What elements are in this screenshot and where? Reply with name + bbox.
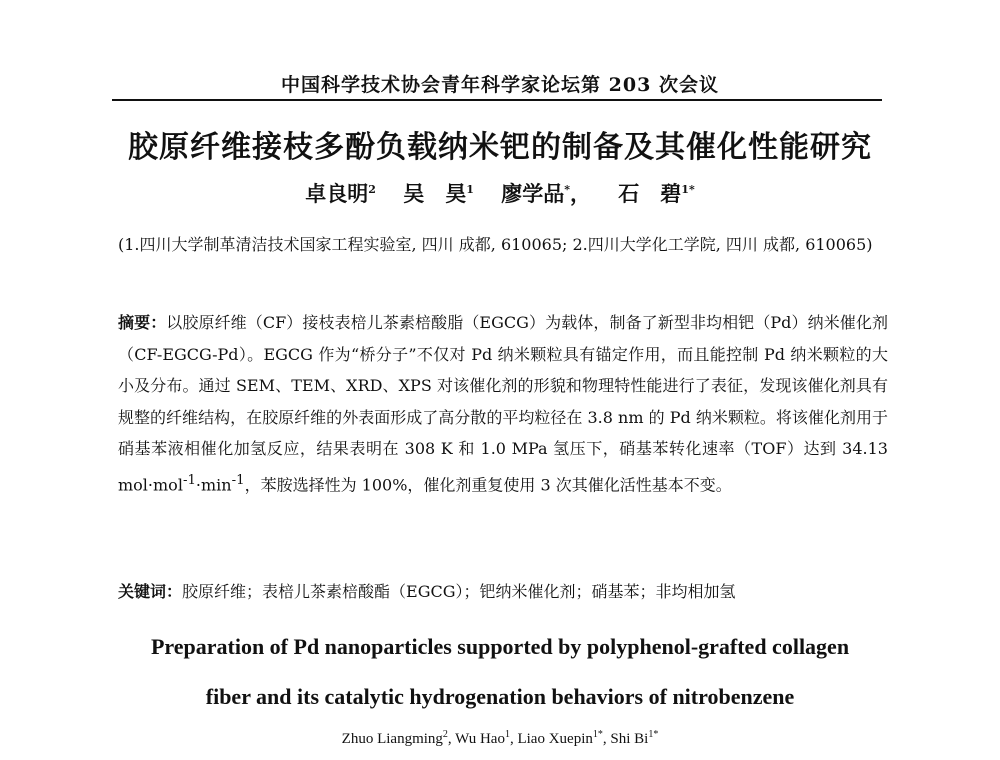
abstract-text: 以胶原纤维（CF）接枝表棓儿茶素棓酸脂（EGCG）为载体，制备了新型非均相钯（Pd）纳米催化剂（CF-EGCG-Pd）。EGCG 作为“桥分子”不仅对 Pd 纳米颗粒具有锚定作用，而且能控制 Pd 纳米颗粒的大小及分布。通过 SEM、TEM、XRD、XPS 对该催化剂的形貌和物理特性能进行了表征，发现该催化剂具有规整的纤维结构，在胶原纤维的外表面形成了高分散的平均粒径在 3.8 nm 的 Pd 纳米颗粒。将该催化剂用于硝基苯液相催化加氢反应，结果表明在 308 K 和 1.0 MPa 氢压下，硝基苯转化速率（TOF）达到 34.13 mol·mol (118, 313, 888, 494)
author-2: 吴 昊$^1$ (403, 181, 474, 206)
affiliation: (1.四川大学制革清洁技术国家工程实验室, 四川 成都, 610065; 2.四川大学化工学院, 四川 成都, 610065) (118, 235, 873, 254)
abstract: 摘要：以胶原纤维（CF）接枝表棓儿茶素棓酸脂（EGCG）为载体，制备了新型非均相钯（Pd）纳米催化剂（CF-EGCG-Pd）。EGCG 作为“桥分子”不仅对 Pd 纳米颗粒具有锚定作用，而且能控制 Pd 纳米颗粒的大小及分布。通过 SEM、TEM、XRD、XPS 对该催化剂的形貌和物理特性能进行了表征，发现该催化剂具有规整的纤维结构，在胶原纤维的外表面形成了高分散的平均粒径在 3.8 nm 的 Pd 纳米颗粒。将该催化剂用于硝基苯液相催化加氢反应，结果表明在 308 K 和 1.0 MPa 氢压下，硝基苯转化速率（TOF）达到 34.13 $mol\cdot mol^{-1}\cdot\min^{-1}$，苯胺选择性为 100%，催化剂重复使用 3 次其催化活性基本不变。 (118, 313, 888, 494)
author-list (0, 178, 1000, 208)
keywords-label: 关键词： (118, 582, 183, 601)
abstract-label: 摘要： (118, 313, 167, 332)
paper-title: 胶原纤维接枝多酚负载纳米钯的制备及其催化性能研究 (128, 130, 872, 165)
author-1: 卓良明$^2$ (305, 181, 376, 206)
english-title-line-1: Preparation of Pd nanoparticles supported by polyphenol-grafted collagen (150, 634, 850, 659)
keywords (118, 576, 888, 608)
english-title-line-2: fiber and its catalytic hydrogenation behaviors of nitrobenzene (205, 684, 795, 709)
keywords-text: 胶原纤维；表棓儿茶素棓酸酯（EGCG）；钯纳米催化剂；硝基苯；非均相加氢 (182, 582, 736, 601)
author-4: 石 碧$^{1*}$ (618, 181, 695, 206)
english-author-list: Zhuo Liangming$^2$, Wu Hao$^1$, Liao Xuepin$^{1*}$, Shi $Bi^{1*}$ (341, 729, 659, 747)
conference-header: 中国科学技术协会青年科学家论坛第 203 次会议 (281, 74, 719, 96)
author-3: 廖学品*， (501, 181, 591, 206)
header-rule (112, 99, 882, 101)
english-title (0, 622, 1000, 722)
